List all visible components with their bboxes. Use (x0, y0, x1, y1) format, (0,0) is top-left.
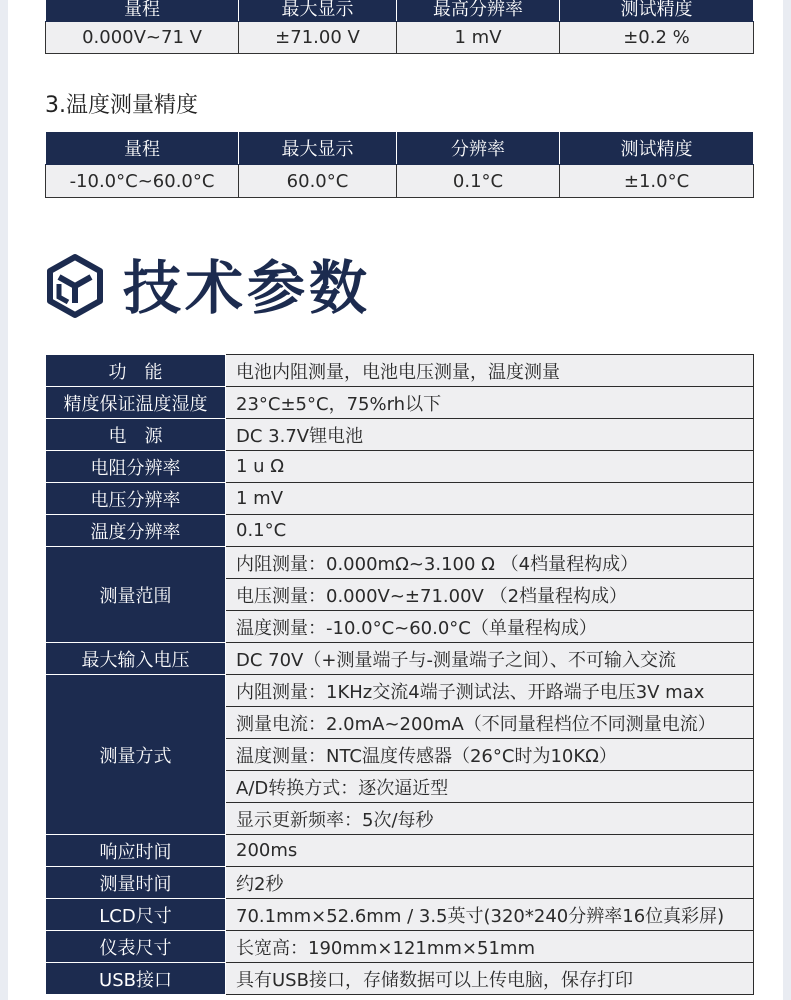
cell-resolution: 0.1°C (397, 165, 560, 198)
param-label: 最大输入电压 (46, 643, 226, 675)
param-label: 测量方式 (46, 675, 226, 835)
table-row (46, 165, 754, 198)
cell-max-display: 60.0°C (239, 165, 397, 198)
param-value: A/D转换方式：逐次逼近型 (226, 771, 754, 803)
param-label: LCD尺寸 (46, 899, 226, 931)
table-row (46, 835, 754, 867)
param-value: 显示更新频率：5次/每秒 (226, 803, 754, 835)
table-row (46, 355, 754, 387)
table-header-row (46, 132, 754, 165)
param-value: 23°C±5°C，75%rh以下 (226, 387, 754, 419)
header-accuracy: 测试精度 (560, 132, 754, 165)
table-row (46, 22, 754, 54)
param-label: 测量范围 (46, 547, 226, 643)
cell-accuracy: ±0.2 % (560, 22, 754, 54)
header-accuracy: 测试精度 (560, 0, 754, 22)
param-value: DC 70V（+测量端子与-测量端子之间）、不可输入交流 (226, 643, 754, 675)
param-value: 0.1°C (226, 515, 754, 547)
param-value: 电压测量：0.000V~±71.00V （2档量程构成） (226, 579, 754, 611)
cell-max-display: ±71.00 V (239, 22, 397, 54)
tech-params-heading (45, 250, 371, 325)
param-label: 电阻分辨率 (46, 451, 226, 483)
header-max-display: 最大显示 (239, 0, 397, 22)
cell-range: 0.000V~71 V (46, 22, 239, 54)
cell-resolution: 1 mV (397, 22, 560, 54)
cell-range: -10.0°C~60.0°C (46, 165, 239, 198)
param-value: 1 u Ω (226, 451, 754, 483)
table-row (46, 963, 754, 995)
header-resolution: 最高分辨率 (397, 0, 560, 22)
table-row (46, 483, 754, 515)
param-label: 功 能 (46, 355, 226, 387)
param-label: 电 源 (46, 419, 226, 451)
table-row (46, 419, 754, 451)
param-label: 精度保证温度湿度 (46, 387, 226, 419)
param-value: 长宽高：190mm×121mm×51mm (226, 931, 754, 963)
temperature-accuracy-table (45, 131, 754, 198)
table-row (46, 547, 754, 579)
header-max-display: 最大显示 (239, 132, 397, 165)
table-header-row (46, 0, 754, 22)
param-value: 电池内阻测量，电池电压测量，温度测量 (226, 355, 754, 387)
header-range: 量程 (46, 132, 239, 165)
param-label: 温度分辨率 (46, 515, 226, 547)
param-value: 具有USB接口，存储数据可以上传电脑，保存打印 (226, 963, 754, 995)
param-value: 温度测量：NTC温度传感器（26°C时为10KΩ） (226, 739, 754, 771)
header-range: 量程 (46, 0, 239, 22)
param-value: 测量电流：2.0mA~200mA（不同量程档位不同测量电流） (226, 707, 754, 739)
param-label: 测量时间 (46, 867, 226, 899)
table-row (46, 899, 754, 931)
table-row (46, 387, 754, 419)
param-value: 约2秒 (226, 867, 754, 899)
table-row (46, 451, 754, 483)
right-margin-band (783, 0, 791, 1000)
voltage-accuracy-table (45, 0, 754, 54)
cube-box-icon (45, 253, 105, 323)
param-value: DC 3.7V锂电池 (226, 419, 754, 451)
page-title: 技术参数 (123, 253, 372, 322)
param-value: 内阻测量：0.000mΩ~3.100 Ω （4档量程构成） (226, 547, 754, 579)
table-row (46, 643, 754, 675)
param-value: 200ms (226, 835, 754, 867)
param-label: 响应时间 (46, 835, 226, 867)
param-value: 1 mV (226, 483, 754, 515)
temperature-section-title: 3.温度测量精度 (45, 93, 198, 118)
table-row (46, 515, 754, 547)
tech-params-table (45, 354, 754, 995)
table-row (46, 675, 754, 707)
left-margin-band (0, 0, 8, 1000)
cell-accuracy: ±1.0°C (560, 165, 754, 198)
param-label: USB接口 (46, 963, 226, 995)
param-value: 温度测量：-10.0°C~60.0°C（单量程构成） (226, 611, 754, 643)
table-row (46, 931, 754, 963)
table-row (46, 867, 754, 899)
param-value: 70.1mm×52.6mm / 3.5英寸(320*240分辨率16位真彩屏) (226, 899, 754, 931)
header-resolution: 分辨率 (397, 132, 560, 165)
param-label: 仪表尺寸 (46, 931, 226, 963)
param-label: 电压分辨率 (46, 483, 226, 515)
param-value: 内阻测量：1KHz交流4端子测试法、开路端子电压3V max (226, 675, 754, 707)
